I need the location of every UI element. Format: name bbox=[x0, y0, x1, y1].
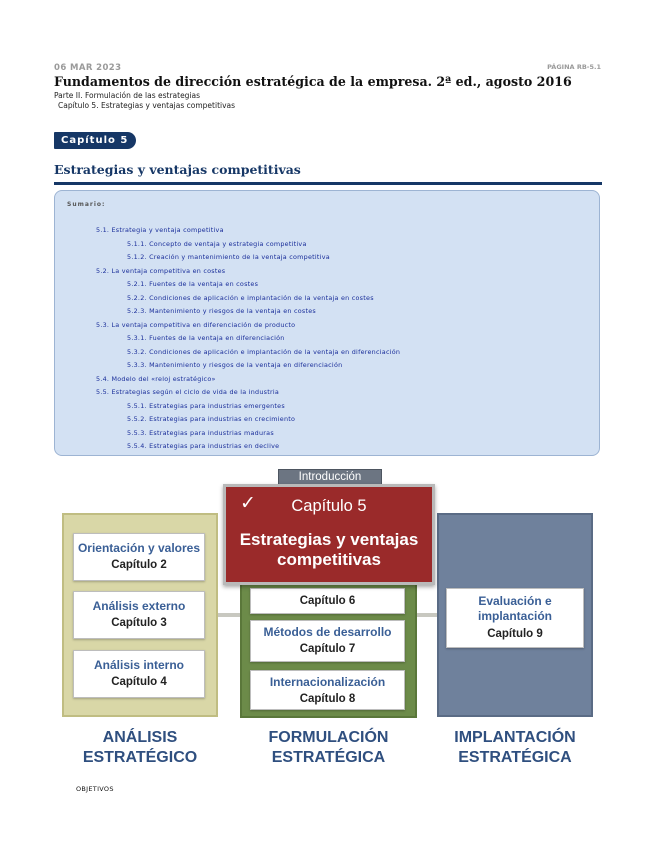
toc-link[interactable]: 5.2. La ventaja competitiva en costes bbox=[96, 267, 226, 275]
card-chapter: Capítulo 8 bbox=[299, 693, 356, 705]
toc-link[interactable]: 5.2.1. Fuentes de la ventaja en costes bbox=[127, 280, 259, 288]
page-number: PÁGINA RB-5.1 bbox=[547, 63, 601, 71]
card-title: Análisis externo bbox=[92, 599, 186, 613]
card-internationalization[interactable] bbox=[250, 670, 405, 710]
toc-link[interactable]: 5.2.2. Condiciones de aplicación e implantación de la ventaja en costes bbox=[127, 294, 374, 302]
card-external-analysis[interactable] bbox=[73, 591, 205, 639]
card-development-methods[interactable] bbox=[250, 620, 405, 662]
toc-link[interactable]: 5.3. La ventaja competitiva en diferenciación de producto bbox=[96, 321, 296, 329]
toc-link[interactable]: 5.1.1. Concepto de ventaja y estrategia competitiva bbox=[127, 240, 307, 248]
card-evaluation[interactable] bbox=[446, 588, 584, 648]
card-title: Métodos de desarrollo bbox=[263, 625, 392, 639]
card-chapter: Capítulo 3 bbox=[111, 617, 167, 629]
toc-link[interactable]: 5.5. Estrategias según el ciclo de vida de la industria bbox=[96, 388, 280, 396]
chapter-badge: Capítulo 5 bbox=[54, 132, 136, 149]
toc-link[interactable]: 5.5.1. Estrategias para industrias emergentes bbox=[127, 402, 285, 410]
current-chapter-label: Capítulo 5 bbox=[291, 497, 367, 515]
formulation-label: FORMULACIÓN ESTRATÉGICA bbox=[268, 729, 389, 766]
card-chapter: Capítulo 6 bbox=[299, 595, 356, 607]
book-title: Fundamentos de dirección estratégica de la empresa. 2ª ed., agosto 2016 bbox=[54, 74, 572, 89]
objectives-heading: OBJETIVOS bbox=[76, 785, 114, 793]
card-chapter: Capítulo 2 bbox=[111, 559, 167, 571]
intro-tag: Introducción bbox=[278, 469, 382, 486]
toc-link[interactable]: 5.3.3. Mantenimiento y riesgos de la ventaja en diferenciación bbox=[127, 361, 343, 369]
card-title: Análisis interno bbox=[93, 658, 185, 672]
card-chapter: Capítulo 9 bbox=[487, 628, 543, 640]
connector bbox=[218, 613, 240, 617]
card-orientation[interactable] bbox=[73, 533, 205, 581]
card-title: Internacionalización bbox=[269, 675, 386, 689]
card-title: Orientación y valores bbox=[77, 541, 201, 555]
chapter-title: Estrategias y ventajas competitivas bbox=[54, 162, 301, 177]
toc-link[interactable]: 5.3.1. Fuentes de la ventaja en diferenciación bbox=[127, 334, 285, 342]
toc-link[interactable]: 5.5.2. Estrategias para industrias en crecimiento bbox=[127, 415, 296, 423]
toc-link[interactable]: 5.1. Estrategia y ventaja competitiva bbox=[96, 226, 224, 234]
breadcrumb-part: Parte II. Formulación de las estrategias bbox=[54, 91, 201, 100]
summary-heading: Sumario: bbox=[67, 201, 106, 208]
toc-link[interactable]: 5.1.2. Creación y mantenimiento de la ventaja competitiva bbox=[127, 253, 330, 261]
card-title: Evaluación e implantación bbox=[477, 594, 552, 623]
toc-link[interactable]: 5.5.3. Estrategias para industrias maduras bbox=[127, 429, 274, 437]
connector bbox=[417, 613, 437, 617]
header-date: 06 MAR 2023 bbox=[54, 63, 122, 73]
card-chapter: Capítulo 4 bbox=[111, 676, 167, 688]
checkmark-icon: ✓ bbox=[240, 492, 256, 514]
breadcrumb-chapter: Capítulo 5. Estrategias y ventajas competitivas bbox=[58, 101, 236, 110]
toc-link[interactable]: 5.3.2. Condiciones de aplicación e implantación de la ventaja en diferenciación bbox=[127, 348, 401, 356]
card-chapter-6[interactable] bbox=[250, 588, 405, 614]
toc-link[interactable]: 5.4. Modelo del «reloj estratégico» bbox=[96, 375, 216, 383]
toc-link[interactable]: 5.5.4. Estrategias para industrias en declive bbox=[127, 442, 280, 450]
analysis-label: ANÁLISIS ESTRATÉGICO bbox=[82, 729, 198, 766]
implementation-label: IMPLANTACIÓN ESTRATÉGICA bbox=[454, 729, 576, 766]
title-rule bbox=[54, 182, 602, 185]
card-internal-analysis[interactable] bbox=[73, 650, 205, 698]
card-chapter: Capítulo 7 bbox=[299, 643, 356, 655]
current-chapter-title: Estrategias y ventajas competitivas bbox=[239, 530, 419, 569]
toc-link[interactable]: 5.2.3. Mantenimiento y riesgos de la ventaja en costes bbox=[127, 307, 316, 315]
